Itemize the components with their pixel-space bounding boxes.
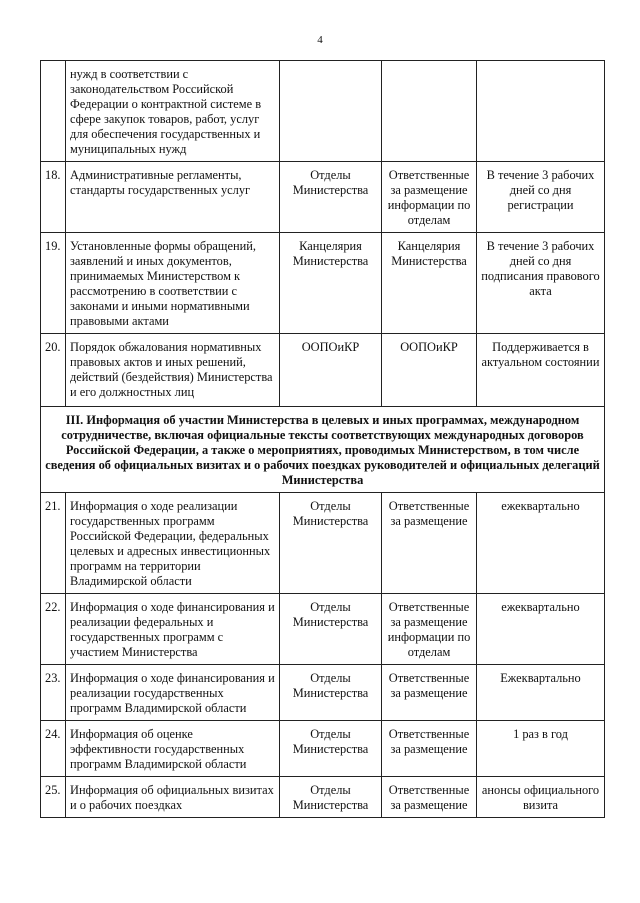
row-name: Информация о ходе реализации государственных программ Российской Федерации, федеральных целевых и адресных инвестиционных программ на территории Владимирской области: [66, 493, 280, 594]
row-deadline: Поддерживается в актуальном состоянии: [477, 334, 605, 407]
row-responsible: Отделы Министерства: [280, 777, 382, 818]
row-placement: [382, 61, 477, 162]
page-number: 4: [317, 34, 323, 46]
row-responsible: Отделы Министерства: [280, 493, 382, 594]
row-number: 23.: [41, 665, 66, 721]
table-row: [41, 665, 605, 721]
table-row: [41, 594, 605, 665]
row-responsible: [280, 61, 382, 162]
row-deadline: В течение 3 рабочих дней со дня подписания правового акта: [477, 233, 605, 334]
row-number: 22.: [41, 594, 66, 665]
table-row: [41, 334, 605, 407]
row-name: Порядок обжалования нормативных правовых актов и иных решений, действий (бездействия) Министерства и его должностных лиц: [66, 334, 280, 407]
row-placement: Ответственные за размещение: [382, 777, 477, 818]
row-deadline: [477, 61, 605, 162]
row-number: 19.: [41, 233, 66, 334]
row-number: 18.: [41, 162, 66, 233]
row-number: 25.: [41, 777, 66, 818]
row-placement: Ответственные за размещение: [382, 721, 477, 777]
section-heading: III. Информация об участии Министерства в целевых и иных программах, международном сотрудничестве, включая официальные тексты соответствующих международных договоров Российской Федерации, а также о мероприятиях, проводимых Министерством, в том числе сведения об официальных визитах и о рабочих поездках руководителей и официальных делегаций Министерства: [41, 407, 605, 493]
row-name: Административные регламенты, стандарты государственных услуг: [66, 162, 280, 233]
row-responsible: Отделы Министерства: [280, 162, 382, 233]
row-responsible: ООПОиКР: [280, 334, 382, 407]
row-responsible: Канцелярия Министерства: [280, 233, 382, 334]
row-deadline: Ежеквартально: [477, 665, 605, 721]
row-deadline: 1 раз в год: [477, 721, 605, 777]
table-row: [41, 493, 605, 594]
row-placement: Канцелярия Министерства: [382, 233, 477, 334]
section-row: [41, 407, 605, 493]
row-responsible: Отделы Министерства: [280, 665, 382, 721]
row-name: Установленные формы обращений, заявлений и иных документов, принимаемых Министерством к рассмотрению в соответствии с законами и иными нормативными правовыми актами: [66, 233, 280, 334]
row-placement: Ответственные за размещение: [382, 665, 477, 721]
table-row: [41, 777, 605, 818]
row-placement: Ответственные за размещение информации по отделам: [382, 162, 477, 233]
row-deadline: анонсы официального визита: [477, 777, 605, 818]
table-row: [41, 233, 605, 334]
row-placement: ООПОиКР: [382, 334, 477, 407]
row-name: Информация об оценке эффективности государственных программ Владимирской области: [66, 721, 280, 777]
table-row: [41, 721, 605, 777]
row-deadline: ежеквартально: [477, 594, 605, 665]
table-row: [41, 162, 605, 233]
row-number: 24.: [41, 721, 66, 777]
row-name: Информация об официальных визитах и о рабочих поездках: [66, 777, 280, 818]
row-name: Информация о ходе финансирования и реализации федеральных и государственных программ с участием Министерства: [66, 594, 280, 665]
row-placement: Ответственные за размещение: [382, 493, 477, 594]
row-name: нужд в соответствии с законодательством Российской Федерации о контрактной системе в сфере закупок товаров, работ, услуг для обеспечения государственных и муниципальных нужд: [66, 61, 280, 162]
row-deadline: В течение 3 рабочих дней со дня регистрации: [477, 162, 605, 233]
row-number: 20.: [41, 334, 66, 407]
row-number: 21.: [41, 493, 66, 594]
information-table: [40, 60, 605, 818]
row-responsible: Отделы Министерства: [280, 721, 382, 777]
row-name: Информация о ходе финансирования и реализации государственных программ Владимирской области: [66, 665, 280, 721]
row-responsible: Отделы Министерства: [280, 594, 382, 665]
row-number: [41, 61, 66, 162]
row-deadline: ежеквартально: [477, 493, 605, 594]
row-placement: Ответственные за размещение информации по отделам: [382, 594, 477, 665]
table-row: [41, 61, 605, 162]
